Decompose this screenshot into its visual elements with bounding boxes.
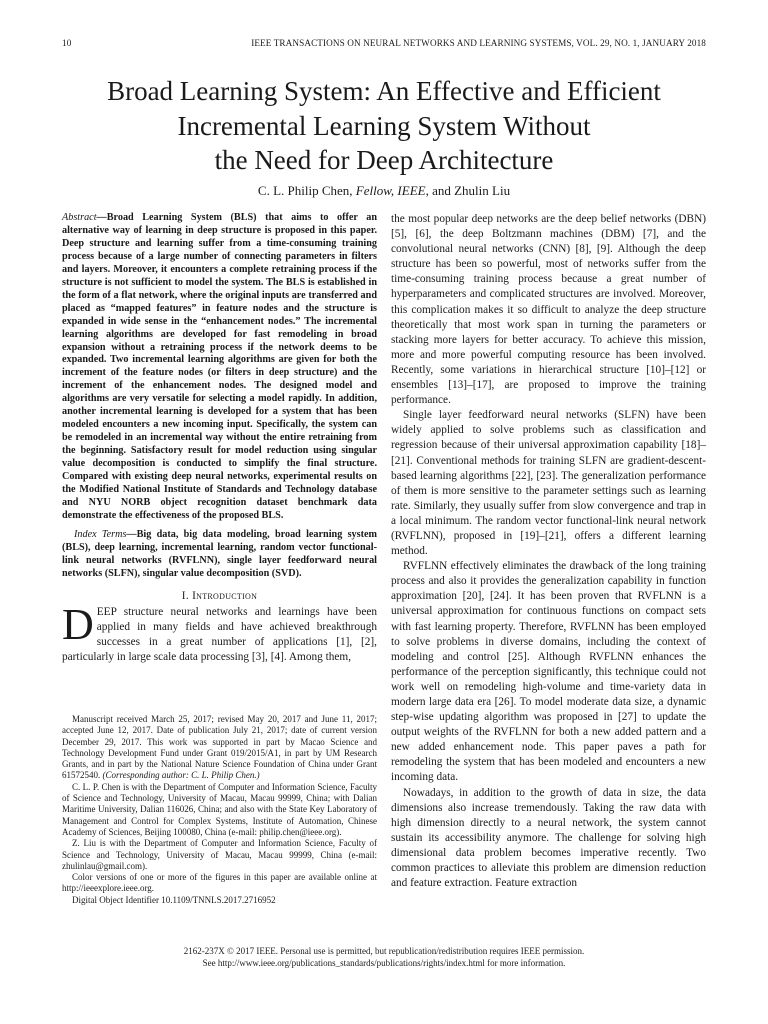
footnotes xyxy=(62,714,377,906)
author-chen: C. L. Philip Chen, xyxy=(257,183,356,198)
drop-cap: D xyxy=(62,599,94,649)
copyright-notice xyxy=(62,945,706,969)
index-terms-dash: — xyxy=(126,528,137,540)
paragraph-rvflnn: RVFLNN effectively eliminates the drawback of the long training process and also it provides the generalization capability in function approximation [20], [24]. It has been proven that RVFLNN is a universal approximation for continuous functions on compact sets with fast learning property. Therefore, RVFLNN has been employed to solve problems in diverse domains, including the context of modeling and control [25]. Although RVFLNN enhances the performance of the perception significantly, this technique could not work well on remodeling high-volume and time-variety data in modern large data era [26]. To model moderate data size, a dynamic step-wise updating algorithm was proposed in [27] to update the output weights of the RVFLNN for both a new added pattern and a new added enhancement node. This paper paves a path for remodeling the system that has been modeled and encounters a new incoming data. xyxy=(391,560,706,784)
author-line xyxy=(40,183,728,199)
intro-paragraph xyxy=(62,599,377,665)
abstract-dash: — xyxy=(96,212,107,223)
page-number: 10 xyxy=(62,38,72,48)
copyright-line-1: 2162-237X © 2017 IEEE. Personal use is permitted, but republication/redistribution requires IEEE permission. xyxy=(183,946,585,956)
index-terms-text: Big data, big data modeling, broad learning system (BLS), deep learning, incremental learning, random vector functional-link neural networks (RVFLNN), single layer feedforward neural networks (SLFN), singular value decomposition (SVD). xyxy=(62,528,377,579)
footnote-manuscript xyxy=(62,714,377,782)
footnote-manuscript-text: Manuscript received March 25, 2017; revised May 20, 2017 and June 11, 2017; accepted June 12, 2017. Date of publication July 21, 2017; date of current version December 29, 2017. This work was supported in part by Macao Science and Technology Development Fund under Grant 019/2015/A1, in part by UM Research Grants, and in part by the National Nature Science Foundation of China under Grant 61572540. xyxy=(62,714,377,781)
paragraph-high-dimension: Nowadays, in addition to the growth of data in size, the data dimensions also increase tremendously. Taking the raw data with high dimension directly to a neural network, the system cannot sustain its accessibility anymore. The challenge for solving high dimensional data problem becomes imperative recently. Two common practices to alleviate this problem are dimension reduction and feature extraction. Feature extraction xyxy=(391,786,706,890)
copyright-line-2: See http://www.ieee.org/publications_standards/publications/rights/index.html for more information. xyxy=(202,958,566,968)
index-terms-label: Index Terms xyxy=(74,528,127,540)
abstract-text: Broad Learning System (BLS) that aims to offer an alternative way of learning in deep structure is proposed in this paper. Deep structure and learning suffer from a time-consuming training process because of a large number of connecting parameters in filters and layers. Moreover, it encounters a complete retraining process if the structure is not sufficient to model the system. The BLS is established in the form of a flat network, where the original inputs are transferred and placed as “mapped features” in feature nodes and the structure is expanded in wide sense in the “enhancement nodes.” The incremental learning algorithms are developed for fast remodeling in broad expansion without a retraining process if the network deems to be expanded. Two incremental learning algorithms are given for both the increment of the feature nodes (or filters in deep structure) and the increment of the enhancement nodes. The designed model and algorithms are very versatile for selecting a model rapidly. In addition, another incremental learning is developed for a system that has been modeled encounters a new incoming input. Specifically, the system can be remodeled in an incremental way without the entire retraining from the beginning. Satisfactory result for model reduction using singular value decomposition is conducted to simplify the final structure. Compared with existing deep neural networks, experimental results on the Modified National Institute of Standards and Technology database and NYU NORB object recognition dataset benchmark data demonstrate the effectiveness of the proposed BLS. xyxy=(62,212,377,521)
abstract-label: Abstract xyxy=(62,212,97,223)
author-chen-role: Fellow, IEEE xyxy=(355,183,426,198)
author-liu: , and Zhulin Liu xyxy=(425,183,511,198)
title-line-2: Incremental Learning System Without xyxy=(177,110,591,141)
abstract xyxy=(62,212,377,523)
section-number: I. xyxy=(181,589,193,602)
left-column xyxy=(62,212,377,665)
section-title: Introduction xyxy=(192,589,258,602)
paper-title xyxy=(40,74,728,178)
paragraph-deep-networks: the most popular deep networks are the deep belief networks (DBN) [5], [6], the deep Boltzmann machines (DBM) [7], and the convolutional neural networks (CNN) [8], [9]. Although the deep structure has been so powerful, most of networks suffer from the time-consuming training process because a great number of hyperparameters and complicated structures are involved. Moreover, this complication makes it so difficult to analyze the deep structure theoretically that most work span in turning the parameters or stacking more layers for better accuracy. To achieve this mission, more and more powerful computing resource has been involved. Recently, some variations in hierarchical structure [10]–[12] or ensembles [13]–[17], are proposed to improve the training performance. xyxy=(391,213,706,407)
footnote-corresponding-author: (Corresponding author: C. L. Philip Chen.) xyxy=(102,770,260,781)
footnote-color-versions: Color versions of one or more of the figures in this paper are available online at http://ieeexplore.ieee.org. xyxy=(62,872,377,894)
intro-text: EEP structure neural networks and learnings have been applied in many fields and have achieved breakthrough successes in a great number of applications [1], [2], particularly in large scale data processing [3], [4]. Among them, xyxy=(62,605,377,663)
index-terms xyxy=(62,529,377,581)
paragraph-slfn: Single layer feedforward neural networks (SLFN) have been widely applied to solve problems such as classification and regression because of their universal approximation capability [18]–[21]. Conventional methods for training SLFN are gradient-descent-based learning algorithms [22], [23]. The generalization performance of them is more sensitive to the parameter settings such as learning rate. Similarly, they usually suffer from slow convergence and trap in a local minimum. The random vector functional-link neural network (RVFLNN), proposed in [19]–[21], offers a different learning method. xyxy=(391,409,706,558)
section-heading-introduction xyxy=(62,590,377,602)
title-line-1: Broad Learning System: An Effective and Efficient xyxy=(107,76,661,106)
footnote-liu-affiliation: Z. Liu is with the Department of Computer and Information Science, Faculty of Science and Technology, University of Macau, Macau 99999, China (e-mail: zhulinlau@gmail.com). xyxy=(62,838,377,871)
running-head xyxy=(62,38,706,52)
footnote-chen-affiliation: C. L. P. Chen is with the Department of Computer and Information Science, Faculty of Science and Technology, University of Macau, Macau 99999, China; with Dalian Maritime University, Dalian 116026, China; and also with the State Key Laboratory of Management and Control for Complex Systems, Institute of Automation, Chinese Academy of Sciences, Beijing 100080, China (e-mail: philip.chen@ieee.org). xyxy=(62,781,377,837)
title-line-3: the Need for Deep Architecture xyxy=(214,145,554,175)
journal-header: IEEE TRANSACTIONS ON NEURAL NETWORKS AND LEARNING SYSTEMS, VOL. 29, NO. 1, JANUARY 2018 xyxy=(251,38,706,48)
right-column xyxy=(391,212,706,891)
footnote-doi: Digital Object Identifier 10.1109/TNNLS.2017.2716952 xyxy=(72,894,276,905)
